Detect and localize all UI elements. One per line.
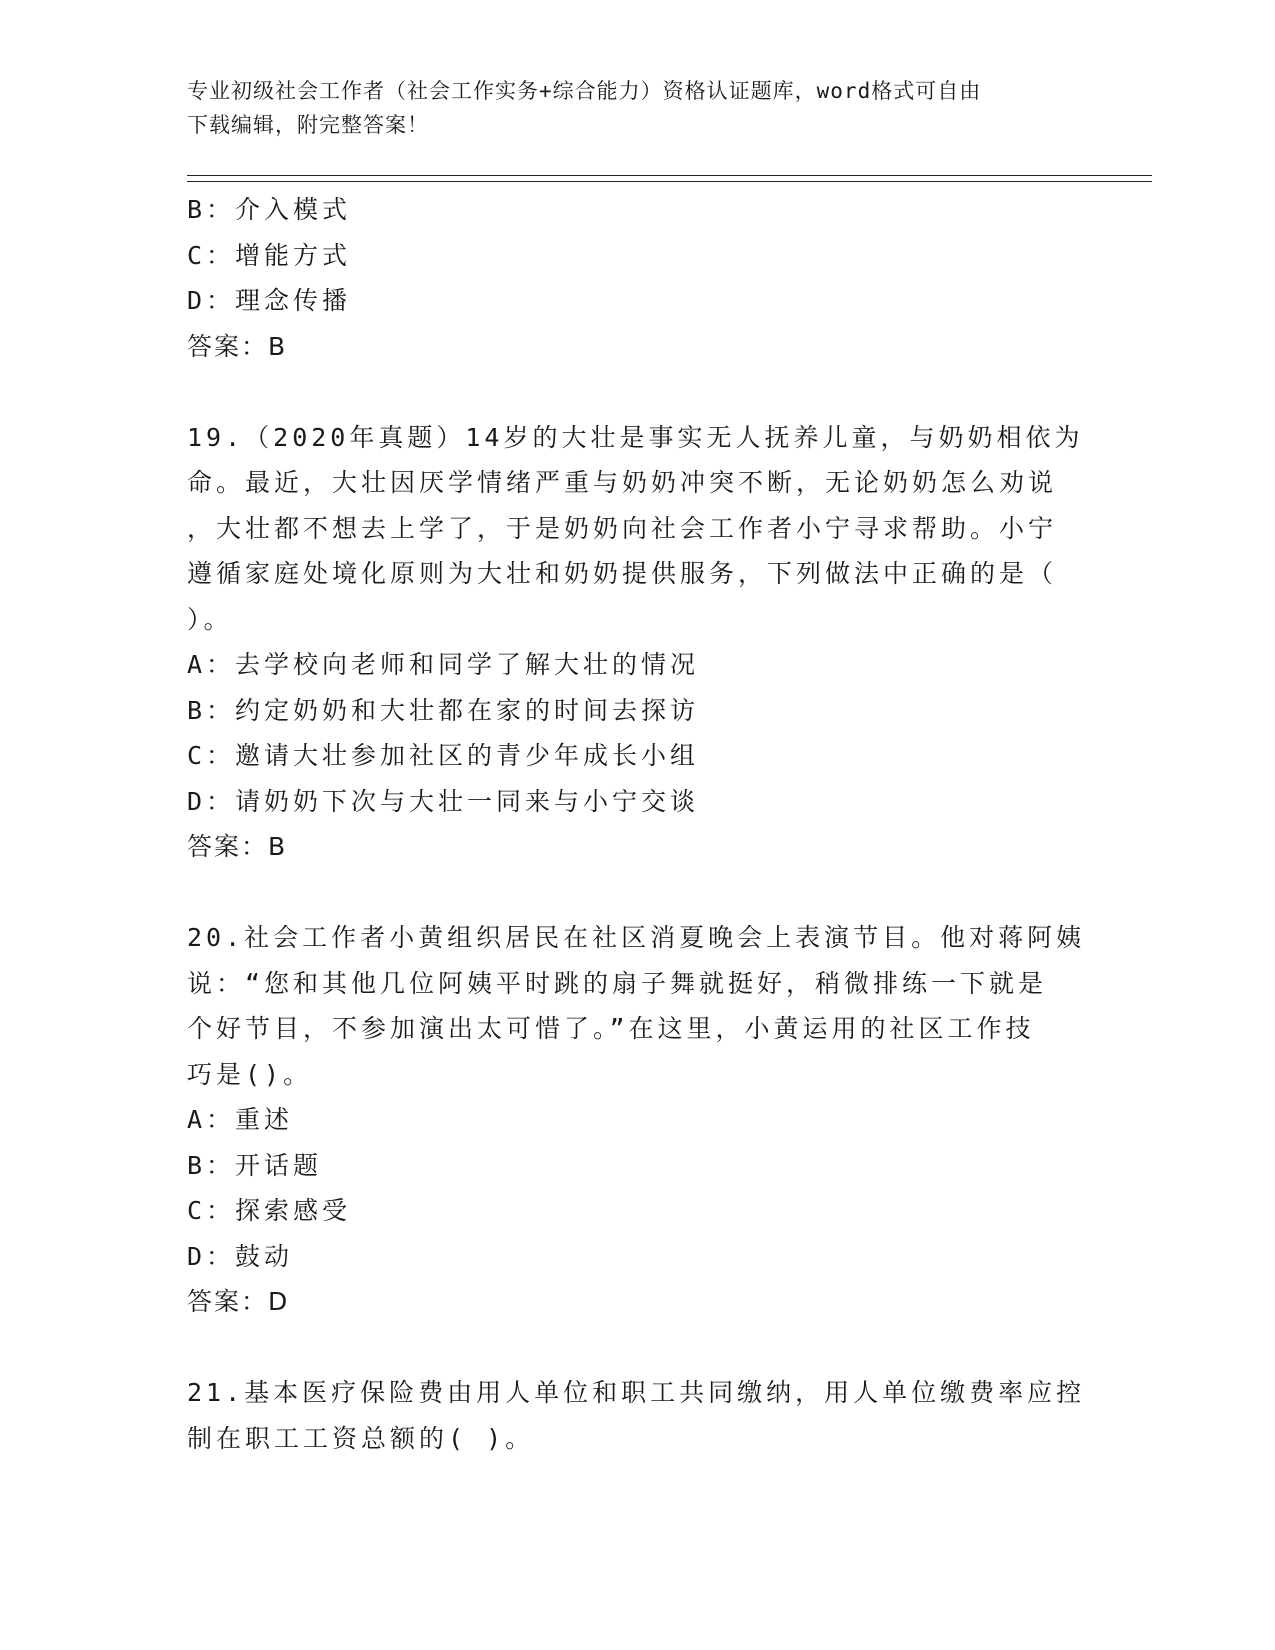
option-b: B：约定奶奶和大壮都在家的时间去探访 xyxy=(187,695,700,725)
question-content xyxy=(187,187,1087,1461)
option-c: C：增能方式 xyxy=(187,240,352,270)
header-line-2: 下载编辑，附完整答案！ xyxy=(187,113,429,137)
answer: 答案：B xyxy=(187,331,288,361)
option-c: C：探索感受 xyxy=(187,1196,352,1225)
document-header xyxy=(187,74,1087,142)
question-stem-line: 20.社会工作者小黄组织居民在社区消夏晚会上表演节目。他对蒋阿姨 xyxy=(187,923,1086,952)
question-stem-line: ，大壮都不想去上学了，于是奶奶向社会工作者小宁寻求帮助。小宁 xyxy=(187,513,1058,543)
answer: 答案：B xyxy=(187,832,288,861)
question-stem-line: 制在职工工资总额的( )。 xyxy=(187,1423,535,1453)
question-20 xyxy=(187,915,1087,1325)
question-stem-line: 巧是()。 xyxy=(187,1059,313,1089)
question-stem-line: ）。 xyxy=(187,604,233,634)
question-stem-line: 19.（2020年真题）14岁的大壮是事实无人抚养儿童，与奶奶相依为 xyxy=(187,422,1084,452)
option-a: A：去学校向老师和同学了解大壮的情况 xyxy=(187,650,700,679)
header-line-1: 专业初级社会工作者（社会工作实务+综合能力）资格认证题库，word格式可自由 xyxy=(187,79,982,103)
option-d: D：鼓动 xyxy=(187,1241,294,1271)
question-stem-line: 个好节目，不参加演出太可惜了。”在这里，小黄运用的社区工作技 xyxy=(187,1014,1035,1043)
option-b: B：介入模式 xyxy=(187,195,352,224)
option-d: D：理念传播 xyxy=(187,286,352,315)
question-stem-line: 21.基本医疗保险费由用人单位和职工共同缴纳，用人单位缴费率应控 xyxy=(187,1378,1086,1407)
answer: 答案：D xyxy=(187,1287,290,1316)
header-divider-top xyxy=(187,175,1152,176)
option-b: B：开话题 xyxy=(187,1150,323,1180)
question-19 xyxy=(187,415,1087,870)
question-18 xyxy=(187,187,1087,369)
spacer xyxy=(187,1325,1087,1371)
option-a: A：重述 xyxy=(187,1105,294,1134)
spacer xyxy=(187,870,1087,916)
header-divider-bottom xyxy=(187,181,1152,182)
question-stem-line: 遵循家庭处境化原则为大壮和奶奶提供服务，下列做法中正确的是（ xyxy=(187,559,1058,588)
question-21 xyxy=(187,1370,1087,1461)
question-stem-line: 说：“您和其他几位阿姨平时跳的扇子舞就挺好，稍微排练一下就是 xyxy=(187,968,1048,998)
spacer xyxy=(187,369,1087,415)
question-stem-line: 命。最近，大壮因厌学情绪严重与奶奶冲突不断，无论奶奶怎么劝说 xyxy=(187,468,1058,497)
option-d: D：请奶奶下次与大壮一同来与小宁交谈 xyxy=(187,786,700,816)
option-c: C：邀请大壮参加社区的青少年成长小组 xyxy=(187,741,700,770)
